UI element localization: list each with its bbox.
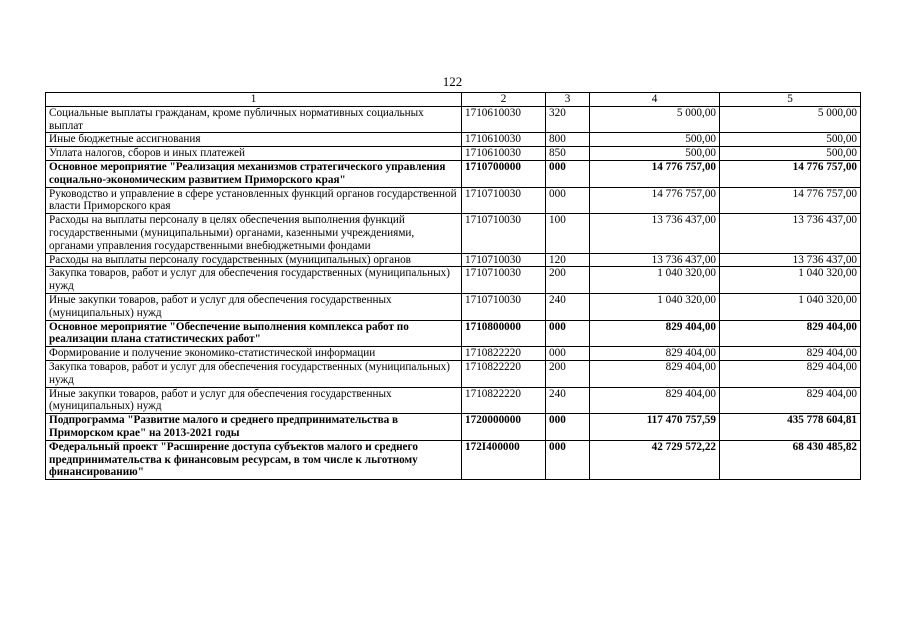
budget-table [45,92,861,480]
table-row [46,106,861,133]
row-name-cell: Расходы на выплаты персоналу государственных (муниципальных) органов [46,253,462,267]
row-name-cell: Расходы на выплаты персоналу в целях обеспечения выполнения функций государственными (муниципальными) органами, казенными учреждениями, органами управления государственными внебюджетными фондами [46,214,462,253]
row-expense-type-cell: 000 [546,160,590,187]
row-amount-cell: 435 778 604,81 [720,414,861,441]
row-amount-cell: 1 040 320,00 [720,293,861,320]
row-name-cell: Формирование и получение экономико-статистической информации [46,347,462,361]
row-code-cell: 1710700000 [462,160,546,187]
row-amount-cell: 14 776 757,00 [720,187,861,214]
column-header: 2 [462,93,546,107]
row-name-cell: Социальные выплаты гражданам, кроме публичных нормативных социальных выплат [46,106,462,133]
row-name-cell: Подпрограмма "Развитие малого и среднего предпринимательства в Приморском крае" на 2013-2021 годы [46,414,462,441]
table-row [46,347,861,361]
row-expense-type-cell: 240 [546,387,590,414]
column-header: 3 [546,93,590,107]
table-row [46,147,861,161]
row-amount-cell: 829 404,00 [720,360,861,387]
row-code-cell: 1710610030 [462,147,546,161]
row-amount-cell: 13 736 437,00 [720,253,861,267]
column-header: 5 [720,93,861,107]
row-code-cell: 1710710030 [462,187,546,214]
row-expense-type-cell: 200 [546,360,590,387]
row-expense-type-cell: 850 [546,147,590,161]
table-row [46,214,861,253]
row-name-cell: Иные закупки товаров, работ и услуг для обеспечения государственных (муниципальных) нужд [46,387,462,414]
row-name-cell: Иные бюджетные ассигнования [46,133,462,147]
row-name-cell: Закупка товаров, работ и услуг для обеспечения государственных (муниципальных) нужд [46,267,462,294]
row-expense-type-cell: 000 [546,187,590,214]
table-row [46,414,861,441]
row-amount-cell: 829 404,00 [720,387,861,414]
table-row [46,187,861,214]
table-row [46,133,861,147]
row-amount-cell: 5 000,00 [720,106,861,133]
column-header: 1 [46,93,462,107]
column-header-row [46,93,861,107]
row-expense-type-cell: 000 [546,440,590,479]
row-expense-type-cell: 000 [546,347,590,361]
row-amount-cell: 14 776 757,00 [590,187,720,214]
row-expense-type-cell: 200 [546,267,590,294]
row-amount-cell: 500,00 [720,147,861,161]
table-row [46,387,861,414]
row-amount-cell: 5 000,00 [590,106,720,133]
row-code-cell: 1710710030 [462,253,546,267]
row-code-cell: 1720000000 [462,414,546,441]
row-amount-cell: 13 736 437,00 [590,253,720,267]
row-name-cell: Закупка товаров, работ и услуг для обеспечения государственных (муниципальных) нужд [46,360,462,387]
row-name-cell: Руководство и управление в сфере установленных функций органов государственной власти Приморского края [46,187,462,214]
row-expense-type-cell: 800 [546,133,590,147]
row-amount-cell: 1 040 320,00 [720,267,861,294]
row-expense-type-cell: 320 [546,106,590,133]
row-amount-cell: 829 404,00 [720,347,861,361]
row-amount-cell: 500,00 [590,147,720,161]
row-amount-cell: 829 404,00 [720,320,861,347]
row-amount-cell: 13 736 437,00 [720,214,861,253]
table-row [46,320,861,347]
row-amount-cell: 829 404,00 [590,387,720,414]
table-row [46,360,861,387]
row-amount-cell: 829 404,00 [590,347,720,361]
table-row [46,267,861,294]
row-name-cell: Уплата налогов, сборов и иных платежей [46,147,462,161]
row-code-cell: 1710710030 [462,267,546,294]
row-code-cell: 1710610030 [462,133,546,147]
row-amount-cell: 14 776 757,00 [720,160,861,187]
row-code-cell: 1710822220 [462,347,546,361]
row-name-cell: Основное мероприятие "Обеспечение выполнения комплекса работ по реализации плана статистических работ" [46,320,462,347]
row-expense-type-cell: 000 [546,414,590,441]
row-amount-cell: 1 040 320,00 [590,293,720,320]
row-name-cell: Иные закупки товаров, работ и услуг для обеспечения государственных (муниципальных) нужд [46,293,462,320]
row-amount-cell: 829 404,00 [590,360,720,387]
row-amount-cell: 500,00 [720,133,861,147]
table-row [46,293,861,320]
row-code-cell: 1710710030 [462,214,546,253]
row-code-cell: 1710710030 [462,293,546,320]
row-code-cell: 1710610030 [462,106,546,133]
row-code-cell: 172I400000 [462,440,546,479]
row-amount-cell: 1 040 320,00 [590,267,720,294]
row-expense-type-cell: 100 [546,214,590,253]
page-number: 122 [442,74,463,89]
table-row [46,440,861,479]
row-expense-type-cell: 120 [546,253,590,267]
table-row [46,253,861,267]
row-amount-cell: 68 430 485,82 [720,440,861,479]
column-header: 4 [590,93,720,107]
row-code-cell: 1710822220 [462,360,546,387]
row-amount-cell: 42 729 572,22 [590,440,720,479]
row-amount-cell: 117 470 757,59 [590,414,720,441]
row-name-cell: Основное мероприятие "Реализация механизмов стратегического управления социально-экономическим развитием Приморского края" [46,160,462,187]
row-name-cell: Федеральный проект "Расширение доступа субъектов малого и среднего предпринимательства к финансовым ресурсам, в том числе к льготному финансированию" [46,440,462,479]
row-amount-cell: 14 776 757,00 [590,160,720,187]
row-amount-cell: 829 404,00 [590,320,720,347]
row-code-cell: 1710800000 [462,320,546,347]
row-amount-cell: 13 736 437,00 [590,214,720,253]
row-amount-cell: 500,00 [590,133,720,147]
row-expense-type-cell: 240 [546,293,590,320]
table-row [46,160,861,187]
row-expense-type-cell: 000 [546,320,590,347]
row-code-cell: 1710822220 [462,387,546,414]
